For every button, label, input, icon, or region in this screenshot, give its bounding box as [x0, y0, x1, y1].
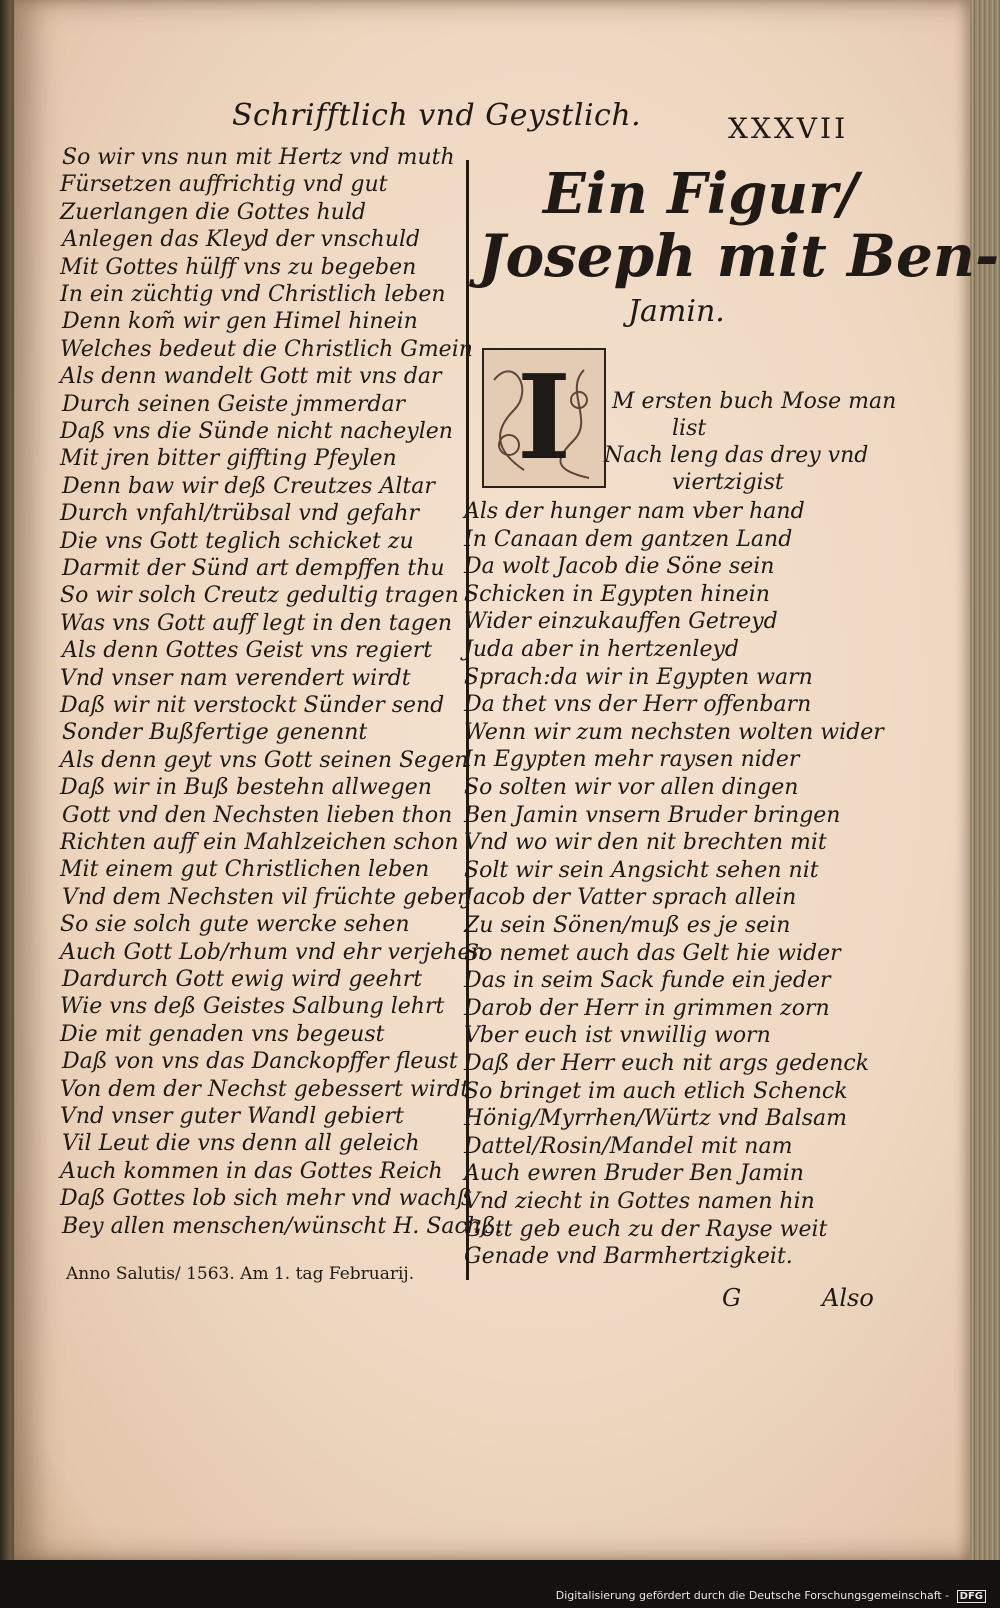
verse-line: Gott vnd den Nechsten lieben thon — [62, 802, 453, 828]
verse-line: Denn baw wir deß Creutzes Altar — [62, 473, 435, 499]
verse-line: Nach leng das drey vnd — [604, 443, 869, 468]
verse-line: Als denn geyt vns Gott seinen Segen — [60, 747, 469, 773]
footer-credit-text: Digitalisierung gefördert durch die Deutsche Forschungsgemeinschaft - — [555, 1589, 950, 1602]
verse-line: Daß von vns das Danckopffer fleust — [62, 1049, 458, 1075]
verse-line: So wir solch Creutz gedultig tragen — [60, 583, 459, 609]
verse-line: Daß Gottes lob sich mehr vnd wachß — [60, 1186, 472, 1212]
verse-line: Denn kom̃ wir gen Himel hinein — [62, 309, 418, 335]
verse-line: Darmit der Sünd art dempffen thu — [62, 556, 445, 581]
footer-credit — [556, 1589, 986, 1603]
verse-line: Das in seim Sack funde ein jeder — [464, 968, 831, 994]
verse-line: Darob der Herr in grimmen zorn — [464, 995, 830, 1021]
verse-line: Schicken in Egypten hinein — [464, 581, 770, 607]
verse-line: Die mit genaden vns begeust — [60, 1021, 385, 1047]
verse-line: Durch vnfahl/trübsal vnd gefahr — [60, 501, 420, 527]
verse-line: In Canaan dem gantzen Land — [464, 526, 793, 552]
section-title-line-3: Jamin. — [628, 294, 725, 329]
initial-letter: I — [516, 350, 572, 486]
verse-line: Juda aber in hertzenleyd — [464, 637, 739, 662]
colophon: Anno Salutis/ 1563. Am 1. tag Februarij. — [66, 1264, 415, 1284]
verse-line: In Egypten mehr raysen nider — [464, 747, 800, 773]
verse-line: Die vns Gott teglich schicket zu — [60, 528, 414, 554]
verse-line: M ersten buch Mose man — [612, 389, 897, 414]
signature-mark: G — [722, 1284, 742, 1312]
verse-line: Da thet vns der Herr offenbarn — [464, 692, 812, 718]
verse-line: Vnd wo wir den nit brechten mit — [464, 830, 827, 856]
verse-line: Auch kommen in das Gottes Reich — [60, 1158, 443, 1184]
section-title-line-2: Joseph mit Ben- — [478, 222, 1000, 290]
verse-line: Vnd ziecht in Gottes namen hin — [464, 1189, 815, 1214]
verse-line: Von dem der Nechst gebessert wirdt — [60, 1076, 470, 1102]
verse-line: So nemet auch das Gelt hie wider — [464, 940, 841, 966]
verse-line: So bringet im auch etlich Schenck — [464, 1078, 848, 1104]
verse-line: Auch ewren Bruder Ben Jamin — [464, 1161, 804, 1187]
verse-line: Auch Gott Lob/rhum vnd ehr verjehen — [60, 939, 485, 965]
verse-line: Daß wir nit verstockt Sünder send — [60, 693, 445, 718]
verse-line: Daß vns die Sünde nicht nacheylen — [60, 419, 453, 444]
verse-line: Vnd vnser nam verendert wirdt — [60, 665, 411, 691]
running-title: Schrifftlich vnd Geystlich. — [232, 98, 642, 133]
verse-line: Als denn Gottes Geist vns regiert — [62, 638, 433, 664]
verse-line: Fürsetzen auffrichtig vnd gut — [60, 172, 388, 198]
verse-line: So wir vns nun mit Hertz vnd muth — [62, 145, 455, 170]
verse-line: Da wolt Jacob die Söne sein — [464, 554, 775, 580]
verse-line: Mit Gottes hülff vns zu begeben — [60, 254, 417, 280]
verse-line: Jacob der Vatter sprach allein — [464, 885, 797, 911]
verse-line: Was vns Gott auff legt in den tagen — [60, 610, 453, 636]
verse-line: Sprach:da wir in Egypten warn — [464, 664, 813, 690]
verse-line: Als der hunger nam vber hand — [464, 499, 805, 524]
verse-line: Durch seinen Geiste jmmerdar — [62, 391, 406, 417]
verse-line: So solten wir vor allen dingen — [464, 775, 799, 800]
decorated-initial — [482, 348, 606, 488]
verse-line: Zuerlangen die Gottes huld — [60, 199, 366, 225]
verse-line: Solt wir sein Angsicht sehen nit — [464, 857, 819, 883]
verse-line: Sonder Bußfertige genennt — [62, 720, 368, 746]
verse-line: Anlegen das Kleyd der vnschuld — [62, 227, 421, 253]
verse-line: Wenn wir zum nechsten wolten wider — [464, 719, 884, 745]
verse-line: Gott geb euch zu der Rayse weit — [464, 1216, 828, 1242]
catchword: Also — [822, 1284, 874, 1312]
verse-line: Vil Leut die vns denn all geleich — [62, 1131, 420, 1157]
dfg-logo: DFG — [957, 1590, 986, 1603]
verse-line: Mit jren bitter giffting Pfeylen — [60, 446, 397, 472]
verse-line: Ben Jamin vnsern Bruder bringen — [464, 802, 841, 828]
verse-line: Daß der Herr euch nit args gedenck — [464, 1051, 870, 1076]
verse-line: Wider einzukauffen Getreyd — [464, 609, 778, 635]
verse-line: Mit einem gut Christlichen leben — [60, 857, 430, 883]
verse-line: Daß wir in Buß bestehn allwegen — [60, 775, 432, 801]
verse-line: Vnd vnser guter Wandl gebiert — [60, 1104, 404, 1129]
verse-line: Hönig/Myrrhen/Würtz vnd Balsam — [464, 1106, 847, 1132]
verse-line: Vnd dem Nechsten vil früchte geben — [62, 884, 472, 910]
verse-line: Wie vns deß Geistes Salbung lehrt — [60, 994, 445, 1020]
verse-line: Bey allen menschen/wünscht H. Sachß. — [62, 1213, 503, 1239]
verse-line: Als denn wandelt Gott mit vns dar — [60, 364, 442, 390]
verse-line: viertzigist — [672, 470, 784, 495]
verse-line: So sie solch gute wercke sehen — [60, 912, 410, 938]
verse-line: Vber euch ist vnwillig worn — [464, 1023, 771, 1049]
verse-line: In ein züchtig vnd Christlich leben — [60, 282, 446, 307]
folio-number: XXXVII — [728, 112, 849, 145]
verse-line: Dattel/Rosin/Mandel mit nam — [464, 1133, 793, 1159]
verse-line: Zu sein Sönen/muß es je sein — [464, 913, 791, 938]
verse-line: Welches bedeut die Christlich Gmein — [60, 336, 473, 362]
verse-line: Dardurch Gott ewig wird geehrt — [62, 967, 423, 992]
verse-line: Genade vnd Barmhertzigkeit. — [464, 1244, 793, 1270]
verse-line: Richten auff ein Mahlzeichen schon — [60, 830, 459, 855]
verse-line: list — [672, 416, 707, 441]
section-title-line-1: Ein Figur/ — [543, 161, 859, 227]
